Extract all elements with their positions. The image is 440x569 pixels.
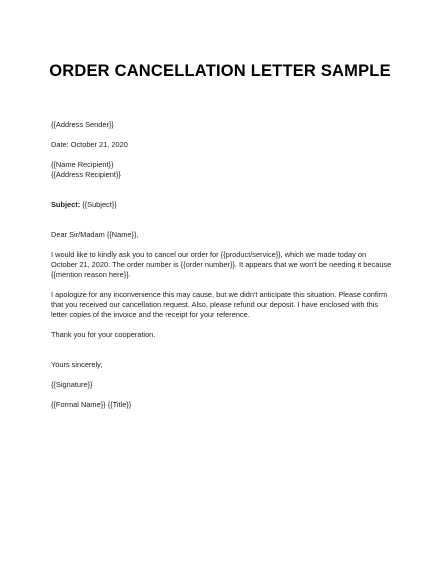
page-title: ORDER CANCELLATION LETTER SAMPLE <box>49 62 391 80</box>
paragraph-line: that you received our cancellation request. Also, please refund our deposit. I have enclosed with this <box>51 300 379 309</box>
paragraph-line: I would like to kindly ask you to cancel our order for {{product/service}}, which we made today on <box>51 250 367 259</box>
paragraph-line: October 21, 2020. The order number is {{order number}}. It appears that we won't be needing it because <box>51 260 392 269</box>
sender-address: {{Address Sender}} <box>51 120 114 129</box>
paragraph-line: I apologize for any inconvenience this may cause, but we didn't anticipate this situation. Please confirm <box>51 290 388 299</box>
paragraph-request <box>51 250 401 280</box>
salutation: Dear Sir/Madam {{Name}}, <box>51 230 139 239</box>
subject-line <box>51 200 401 210</box>
paragraph-line: letter copies of the invoice and the receipt for your reference. <box>51 310 250 319</box>
recipient-address: {{Address Recipient}} <box>51 170 121 179</box>
formal-name-title: {{Formal Name}} {{Title}} <box>51 400 132 409</box>
paragraph-apology <box>51 290 401 320</box>
paragraph-line: {{mention reason here}}. <box>51 270 131 279</box>
subject-value: {{Subject}} <box>80 200 117 209</box>
thanks-line: Thank you for your cooperation. <box>51 330 156 339</box>
signature-placeholder: {{Signature}} <box>51 380 93 389</box>
recipient-name: {{Name Recipient}} <box>51 160 114 169</box>
letter-body <box>51 120 401 410</box>
closing-line: Yours sincerely, <box>51 360 103 369</box>
subject-label: Subject: <box>51 200 81 209</box>
letter-date: Date: October 21, 2020 <box>51 140 128 149</box>
